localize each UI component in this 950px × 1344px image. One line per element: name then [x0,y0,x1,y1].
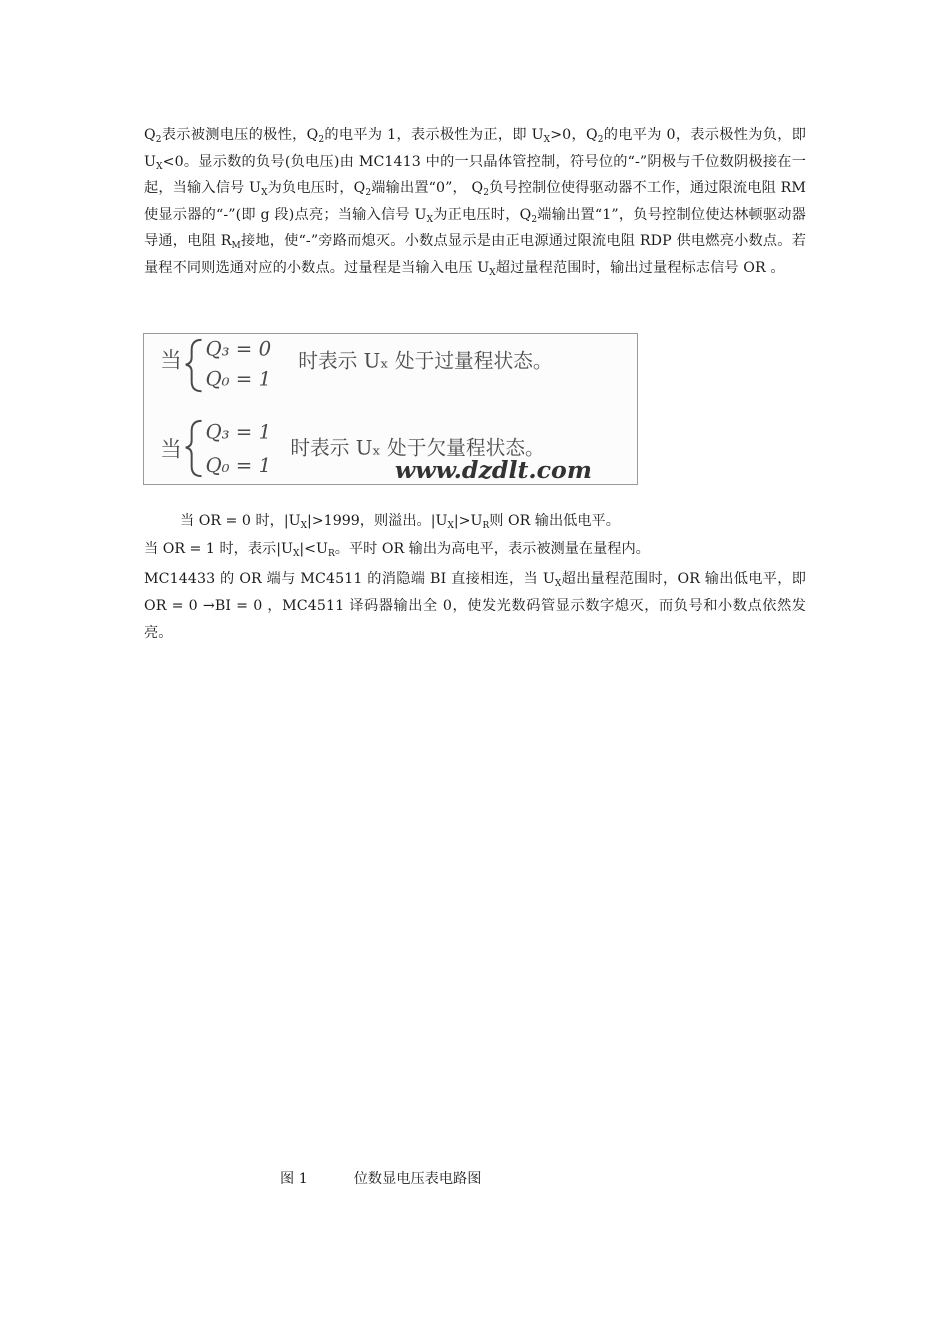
brace-icon [186,421,202,476]
formula-row2-eq1: Q₃ = 1 [205,420,272,444]
formula-image [143,333,638,485]
formula-row1-prefix: 当 [160,348,182,374]
formula-row1-eq1: Q₃ = 0 [205,337,272,361]
formula-row2-eq2: Q₀ = 1 [205,454,272,478]
figure-title: 位数显电压表电路图 [353,1171,482,1187]
figure-label: 图 1 [280,1171,308,1187]
formula-row1-suffix: 时表示 Uₓ 处于过量程状态。 [298,349,553,373]
formula-row2-prefix: 当 [160,437,182,463]
formula-row1-eq2: Q₀ = 1 [205,367,272,391]
brace-icon [186,340,202,391]
formula-row2-suffix: 时表示 Uₓ 处于欠量程状态。 [290,436,545,460]
formula-svg [144,334,637,484]
text-line-or1: 当 OR = 1 时，表示$|U_X|<U_R$。平时 OR 输出为高电平，表示被测量在量程内。 [144,541,650,559]
watermark-text: www.dzdlt.com [394,456,592,484]
paragraph-polarity: $Q_2$表示被测电压的极性，$Q_2$的电平为 1，表示极性为正，即 $U_X>0$，$Q_2$的电平为 0，表示极性为负，即 $U_X<0$。显示数的负号(负电压)由 MC1413 中的一只晶体管控制，符号位的“-”阴极与千位数阴极接在一起，当输入信号 $U_X$为负电压时，$Q_2$端输出置“0”， $Q_2$负号控制位使得驱动器不工作，通过限流电阻 RM 使显示器的“-”(即 g 段)点亮；当输入信号 $U_X$为正电压时，$Q_2$端输出置“1”，负号控制位使达林顿驱动器导通，电阻 $R_M$接地，使“-”旁路而熄灭。小数点显示是由正电源通过限流电阻 RDP 供电燃亮小数点。若量程不同则选通对应的小数点。过量程是当输入电压 $U_X$超过量程范围时，输出过量程标志信号 OR 。 [144,127,806,278]
figure-caption [280,1168,481,1190]
text-line-or0: 当 OR = 0 时，$|U_X|>1999$，则溢出。$|U_X|>U_R$则 OR 输出低电平。 [180,513,620,531]
paragraph-blanking: MC14433 的 OR 端与 MC4511 的消隐端 BI 直接相连，当 $U_X$超出量程范围时，OR 输出低电平，即 OR = 0 →BI = 0 ，MC4511 译码器输出全 0，使发光数码管显示数字熄灭，而负号和小数点依然发亮。 [144,571,806,641]
